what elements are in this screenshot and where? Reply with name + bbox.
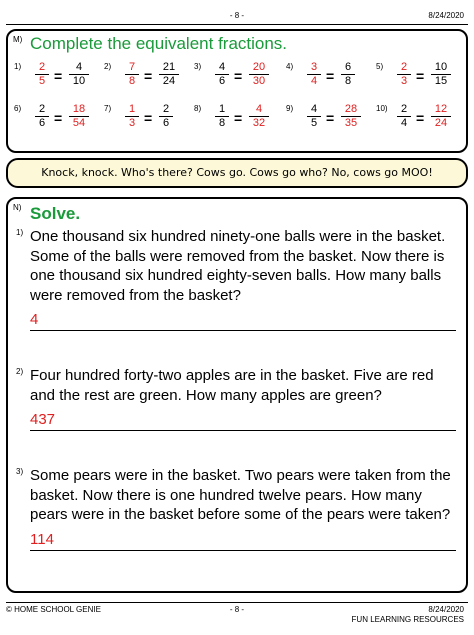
denominator: 6 <box>162 117 170 129</box>
problem-number: 1) <box>14 62 22 71</box>
numerator: 2 <box>400 103 408 115</box>
problem-number: 10) <box>376 104 388 113</box>
denominator: 35 <box>344 117 358 129</box>
joke-banner: Knock, knock. Who's there? Cows go. Cows go who? No, cows go MOO! <box>6 158 468 188</box>
denominator: 3 <box>400 75 408 87</box>
equals-sign: = <box>234 110 243 126</box>
numerator: 12 <box>434 103 448 115</box>
denominator: 32 <box>252 117 266 129</box>
equivalent-fractions-section <box>6 29 468 153</box>
equals-sign: = <box>144 68 153 84</box>
problem-answer: 4 <box>30 311 39 328</box>
header-page-number: - 8 - <box>229 11 245 20</box>
numerator: 20 <box>252 61 266 73</box>
numerator: 4 <box>310 103 318 115</box>
section-title: Solve. <box>30 204 81 223</box>
given-fraction <box>396 103 412 130</box>
given-fraction <box>306 103 322 130</box>
denominator: 6 <box>218 75 226 87</box>
given-fraction <box>214 61 230 88</box>
problem-number: 7) <box>104 104 112 113</box>
numerator: 3 <box>310 61 318 73</box>
denominator: 24 <box>162 75 176 87</box>
equivalent-fraction <box>158 103 174 130</box>
numerator: 2 <box>162 103 170 115</box>
given-fraction <box>124 103 140 130</box>
problem-number: 8) <box>194 104 202 113</box>
equivalent-fraction <box>340 103 362 130</box>
footer-resources: FUN LEARNING RESOURCES <box>351 615 464 624</box>
denominator: 8 <box>344 75 352 87</box>
given-fraction <box>214 103 230 130</box>
section-title: Complete the equivalent fractions. <box>30 34 288 53</box>
denominator: 15 <box>434 75 448 87</box>
header-rule <box>6 24 468 25</box>
given-fraction <box>124 61 140 88</box>
header-date: 8/24/2020 <box>428 11 464 20</box>
problem-number: 6) <box>14 104 22 113</box>
numerator: 18 <box>72 103 86 115</box>
denominator: 10 <box>72 75 86 87</box>
problem-number: 3) <box>194 62 202 71</box>
numerator: 28 <box>344 103 358 115</box>
equivalent-fraction <box>158 61 180 88</box>
equivalent-fraction <box>430 61 452 88</box>
problem-answer: 437 <box>30 411 56 428</box>
denominator: 6 <box>38 117 46 129</box>
answer-line <box>30 430 456 431</box>
denominator: 5 <box>38 75 46 87</box>
numerator: 2 <box>38 103 46 115</box>
problem-number: 1) <box>16 228 24 237</box>
denominator: 8 <box>128 75 136 87</box>
numerator: 4 <box>75 61 83 73</box>
footer-date: 8/24/2020 <box>428 605 464 614</box>
numerator: 21 <box>162 61 176 73</box>
numerator: 1 <box>218 103 226 115</box>
footer-page-number: - 8 - <box>229 605 245 614</box>
section-letter: N) <box>13 203 22 212</box>
equals-sign: = <box>416 110 425 126</box>
footer-rule <box>6 602 468 603</box>
numerator: 10 <box>434 61 448 73</box>
equals-sign: = <box>54 68 63 84</box>
word-problem <box>16 227 456 331</box>
given-fraction <box>306 61 322 88</box>
denominator: 54 <box>72 117 86 129</box>
answer-line <box>30 550 456 551</box>
equivalent-fraction <box>248 103 270 130</box>
denominator: 3 <box>128 117 136 129</box>
problem-number: 2) <box>16 367 24 376</box>
section-letter: M) <box>13 35 23 44</box>
word-problem <box>16 366 456 431</box>
equals-sign: = <box>144 110 153 126</box>
equivalent-fraction <box>430 103 452 130</box>
problem-text: Four hundred forty-two apples are in the basket. Five are red and the rest are green. How many apples are green? <box>30 367 434 404</box>
equals-sign: = <box>54 110 63 126</box>
numerator: 4 <box>255 103 263 115</box>
page-header <box>0 7 474 21</box>
equivalent-fraction <box>248 61 270 88</box>
numerator: 7 <box>128 61 136 73</box>
problem-number: 4) <box>286 62 294 71</box>
given-fraction <box>34 103 50 130</box>
problem-answer: 114 <box>30 530 54 548</box>
numerator: 1 <box>128 103 136 115</box>
denominator: 8 <box>218 117 226 129</box>
equals-sign: = <box>326 110 335 126</box>
problem-number: 5) <box>376 62 384 71</box>
denominator: 4 <box>400 117 408 129</box>
problem-number: 3) <box>16 467 24 476</box>
numerator: 4 <box>218 61 226 73</box>
given-fraction <box>34 61 50 88</box>
problem-number: 9) <box>286 104 294 113</box>
equals-sign: = <box>416 68 425 84</box>
answer-line <box>30 330 456 331</box>
denominator: 24 <box>434 117 448 129</box>
equivalent-fraction <box>68 103 90 130</box>
equivalent-fraction <box>68 61 90 88</box>
denominator: 30 <box>252 75 266 87</box>
footer-copyright: © HOME SCHOOL GENIE <box>6 605 101 614</box>
problem-text: Some pears were in the basket. Two pears were taken from the basket. Now there is one hundred twelve pears. How many pears were in the basket before some of the pears were taken? <box>30 467 451 523</box>
denominator: 5 <box>310 117 318 129</box>
word-problems-section <box>6 197 468 593</box>
problem-text: One thousand six hundred ninety-one balls were in the basket. Some of the balls were removed from the basket. Now there is one thousand six hundred eighty-seven balls. How many balls were removed from the basket? <box>30 228 446 304</box>
equals-sign: = <box>326 68 335 84</box>
numerator: 2 <box>38 61 46 73</box>
given-fraction <box>396 61 412 88</box>
problem-number: 2) <box>104 62 112 71</box>
numerator: 2 <box>400 61 408 73</box>
equivalent-fraction <box>340 61 356 88</box>
equals-sign: = <box>234 68 243 84</box>
word-problem <box>16 466 456 551</box>
numerator: 6 <box>344 61 352 73</box>
denominator: 4 <box>310 75 318 87</box>
